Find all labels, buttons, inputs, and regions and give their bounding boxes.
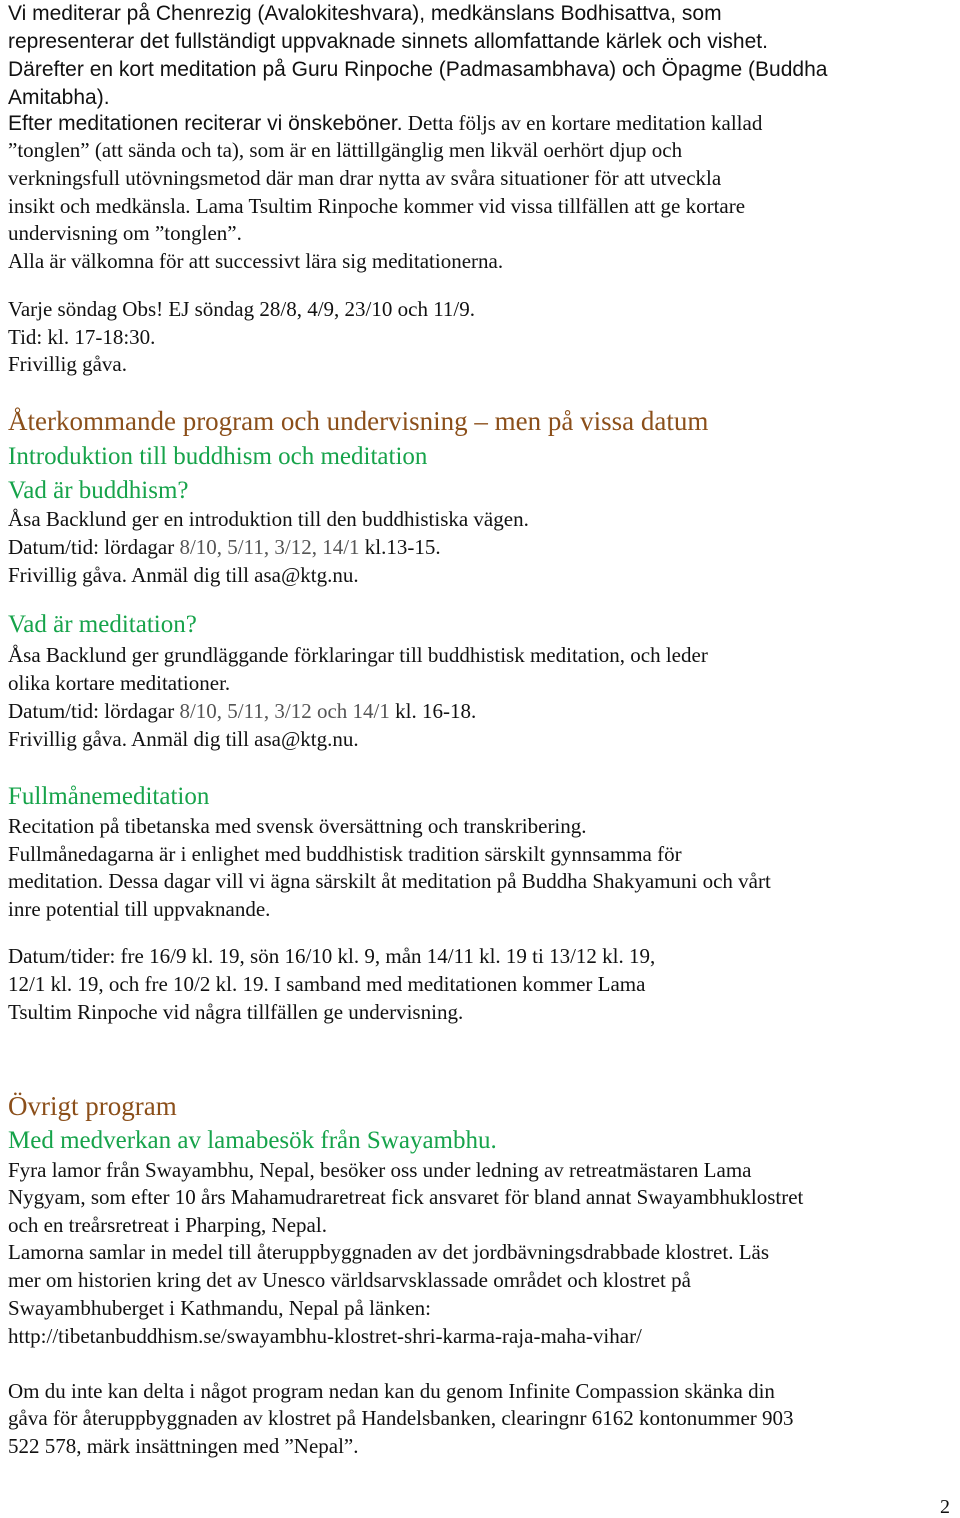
subheading-swayambhu: Med medverkan av lamabesök från Swayambhu. <box>8 1127 497 1154</box>
date-list: 8/10, 5/11, 3/12, 14/1 <box>179 535 360 559</box>
other-text: Lamorna samlar in medel till återuppbyggnaden av det jordbävningsdrabbade klostret. Läs <box>8 1240 770 1264</box>
intro-text: Efter meditationen reciterar vi önskeböner. <box>8 112 403 135</box>
section-heading-recurring: Återkommande program och undervisning – men på vissa datum <box>8 406 709 436</box>
date-separator: och <box>311 699 353 723</box>
date-list: 8/10, 5/11, 3/12 <box>179 699 312 723</box>
meditation-text: Åsa Backlund ger grundläggande förklaringar till buddhistisk meditation, och leder <box>8 643 708 667</box>
intro-text: Detta följs av en kortare meditation kallad <box>402 111 763 135</box>
other-text: Fyra lamor från Swayambhu, Nepal, besöker oss under ledning av retreatmästaren Lama <box>8 1158 752 1182</box>
other-text: mer om historien kring det av Unesco världsarvsklassade området och klostret på <box>8 1268 691 1292</box>
meditation-datetime <box>8 701 476 722</box>
intro-line: representerar det fullständigt uppvaknade sinnets allomfattande kärlek och vishet. <box>8 30 768 53</box>
meditation-text: olika kortare meditationer. <box>8 671 231 695</box>
subheading-introduction: Introduktion till buddhism och meditation <box>8 443 428 470</box>
other-text: Nygyam, som efter 10 års Mahamudraretreat fick ansvaret för bland annat Swayambhuklostret <box>8 1185 804 1209</box>
buddhism-gift: Frivillig gåva. Anmäl dig till asa@ktg.nu. <box>8 563 359 587</box>
intro-line: undervisning om ”tonglen”. <box>8 221 242 245</box>
intro-line: Därefter en kort meditation på Guru Rinpoche (Padmasambhava) och Öpagme (Buddha <box>8 58 828 81</box>
heading-what-is-meditation: Vad är meditation? <box>8 611 197 638</box>
fullmoon-text: inre potential till uppvaknande. <box>8 897 271 921</box>
date-list: 14/1 <box>352 699 390 723</box>
datetime-prefix: Datum/tid: lördagar <box>8 535 180 559</box>
intro-line <box>8 113 762 134</box>
fullmoon-text: Fullmånedagarna är i enlighet med buddhistisk tradition särskilt gynnsamma för <box>8 842 682 866</box>
schedule-line: Varje söndag Obs! EJ söndag 28/8, 4/9, 23/10 och 11/9. <box>8 297 476 321</box>
page-number: 2 <box>940 1496 950 1518</box>
fullmoon-dates: Datum/tider: fre 16/9 kl. 19, sön 16/10 kl. 9, mån 14/11 kl. 19 ti 13/12 kl. 19, <box>8 944 656 968</box>
time-text: kl. 16-18. <box>389 699 477 723</box>
donation-text: gåva för återuppbyggnaden av klostret på Handelsbanken, clearingnr 6162 kontonummer 903 <box>8 1406 794 1430</box>
gift-line: Frivillig gåva. <box>8 352 127 376</box>
fullmoon-text: Recitation på tibetanska med svensk översättning och transkribering. <box>8 814 587 838</box>
intro-line: verkningsfull utövningsmetod där man drar nytta av svåra situationer för att utveckla <box>8 166 722 190</box>
donation-text: 522 578, märk insättningen med ”Nepal”. <box>8 1434 359 1458</box>
meditation-gift: Frivillig gåva. Anmäl dig till asa@ktg.nu. <box>8 727 359 751</box>
time-line: Tid: kl. 17-18:30. <box>8 325 156 349</box>
fullmoon-dates: Tsultim Rinpoche vid några tillfällen ge undervisning. <box>8 1000 464 1024</box>
datetime-prefix: Datum/tid: lördagar <box>8 699 180 723</box>
fullmoon-text: meditation. Dessa dagar vill vi ägna särskilt åt meditation på Buddha Shakyamuni och vårt <box>8 869 771 893</box>
buddhism-datetime <box>8 537 441 558</box>
heading-what-is-buddhism: Vad är buddhism? <box>8 477 189 504</box>
intro-line: Alla är välkomna för att successivt lära sig meditationerna. <box>8 249 504 273</box>
intro-line: Amitabha). <box>8 86 110 109</box>
intro-line: insikt och medkänsla. Lama Tsultim Rinpoche kommer vid vissa tillfällen att ge kortare <box>8 194 746 218</box>
intro-line: Vi mediterar på Chenrezig (Avalokiteshvara), medkänslans Bodhisattva, som <box>8 2 722 25</box>
other-text: och en treårsretreat i Pharping, Nepal. <box>8 1213 327 1237</box>
fullmoon-dates: 12/1 kl. 19, och fre 10/2 kl. 19. I samband med meditationen kommer Lama <box>8 972 646 996</box>
section-heading-other: Övrigt program <box>8 1091 177 1121</box>
swayambhu-link[interactable]: http://tibetanbuddhism.se/swayambhu-klostret-shri-karma-raja-maha-vihar/ <box>8 1324 642 1348</box>
other-text: Swayambhuberget i Kathmandu, Nepal på länken: <box>8 1296 431 1320</box>
intro-line: ”tonglen” (att sända och ta), som är en lättillgänglig men likväl oerhört djup och <box>8 138 683 162</box>
heading-fullmoon: Fullmånemeditation <box>8 783 210 810</box>
donation-text: Om du inte kan delta i något program nedan kan du genom Infinite Compassion skänka din <box>8 1379 775 1403</box>
time-text: kl.13-15. <box>359 535 441 559</box>
buddhism-text: Åsa Backlund ger en introduktion till den buddhistiska vägen. <box>8 507 529 531</box>
